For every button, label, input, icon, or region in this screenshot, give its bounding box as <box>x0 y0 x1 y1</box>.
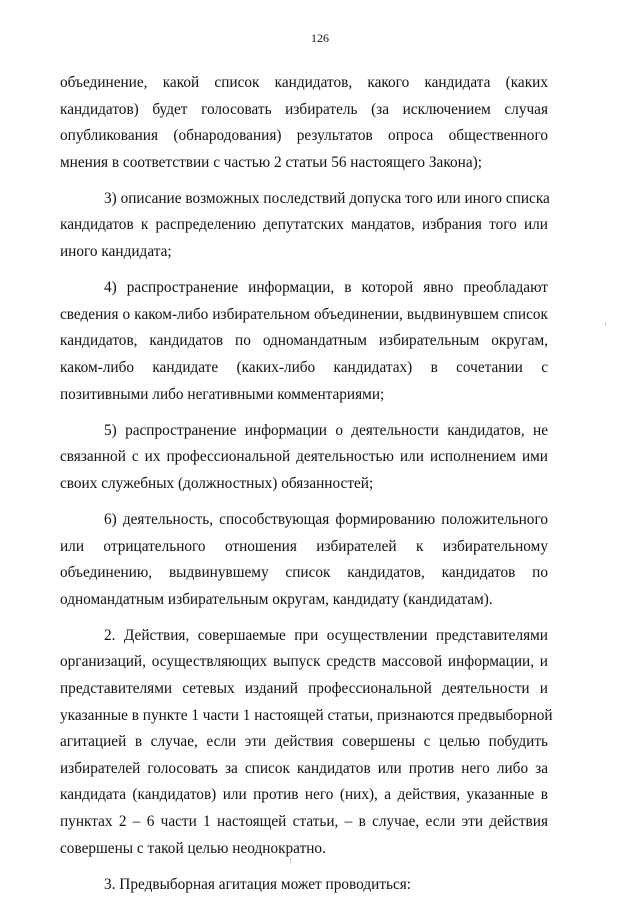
text-line: кандидата (кандидатов) или против него (них), а действия, указанные в <box>60 786 548 804</box>
text-line: позитивными либо негативными комментариями; <box>60 385 385 403</box>
paragraph-continuation <box>60 70 548 176</box>
text-line: сведения о каком-либо избирательном объединении, выдвинувшем список <box>60 305 548 323</box>
text-line: организаций, осуществляющих выпуск средств массовой информации, и <box>60 653 548 671</box>
text-line: пунктах 2 – 6 части 1 настоящей статьи, – в случае, если эти действия <box>60 812 548 830</box>
paragraph-part-2 <box>60 623 553 862</box>
text-line: кандидатов, кандидатов по одномандатным избирательным округам, <box>60 332 548 350</box>
text-line: опубликования (обнародования) результатов опроса общественного <box>60 127 548 145</box>
text-line: одномандатным избирательным округам, кандидату (кандидатам). <box>60 590 493 608</box>
text-line: представителями сетевых изданий профессиональной деятельности и <box>60 679 548 697</box>
text-line: совершены с такой целью неоднократно. <box>60 839 326 857</box>
paragraph-item-4 <box>60 275 548 408</box>
paragraph-part-3 <box>60 872 548 899</box>
text-line: избирателей голосовать за список кандидатов или против него либо за <box>60 759 548 777</box>
document-body <box>60 70 553 898</box>
text-line: или отрицательного отношения избирателей к избирательному <box>60 537 548 555</box>
text-line: 4) распространение информации, в которой явно преобладают <box>104 279 548 297</box>
text-line: агитацией в случае, если эти действия совершены с целью побудить <box>60 733 548 751</box>
text-line: 3. Предвыборная агитация может проводиться: <box>104 875 412 893</box>
text-line: мнения в соответствии с частью 2 статьи 56 настоящего Закона); <box>60 153 482 171</box>
text-line: 6) деятельность, способствующая формированию положительного <box>104 510 548 528</box>
text-line: объединению, выдвинувшему список кандидатов, кандидатов по <box>60 564 548 582</box>
scan-speck <box>605 322 606 326</box>
paragraph-item-5 <box>60 418 548 498</box>
paragraph-item-3 <box>60 186 548 266</box>
text-line: указанные в пункте 1 части 1 настоящей статьи, признаются предвыборной <box>60 706 553 724</box>
page-number: 126 <box>311 31 329 45</box>
scan-speck <box>290 858 291 863</box>
text-line: каком-либо кандидате (каких-либо кандидатах) в сочетании с <box>60 358 548 376</box>
paragraph-item-6 <box>60 507 548 613</box>
text-line: 3) описание возможных последствий допуска того или иного списка <box>104 189 550 207</box>
text-line: кандидатов к распределению депутатских мандатов, избрания того или <box>60 216 548 234</box>
text-line: своих служебных (должностных) обязанностей; <box>60 474 374 492</box>
text-line: 2. Действия, совершаемые при осуществлении представителями <box>104 626 548 644</box>
text-line: связанной с их профессиональной деятельностью или исполнением ими <box>60 448 548 466</box>
text-line: 5) распространение информации о деятельности кандидатов, не <box>104 421 548 439</box>
text-line: кандидатов) будет голосовать избиратель (за исключением случая <box>60 100 548 118</box>
text-line: иного кандидата; <box>60 243 172 261</box>
text-line: объединение, какой список кандидатов, какого кандидата (каких <box>60 74 548 91</box>
